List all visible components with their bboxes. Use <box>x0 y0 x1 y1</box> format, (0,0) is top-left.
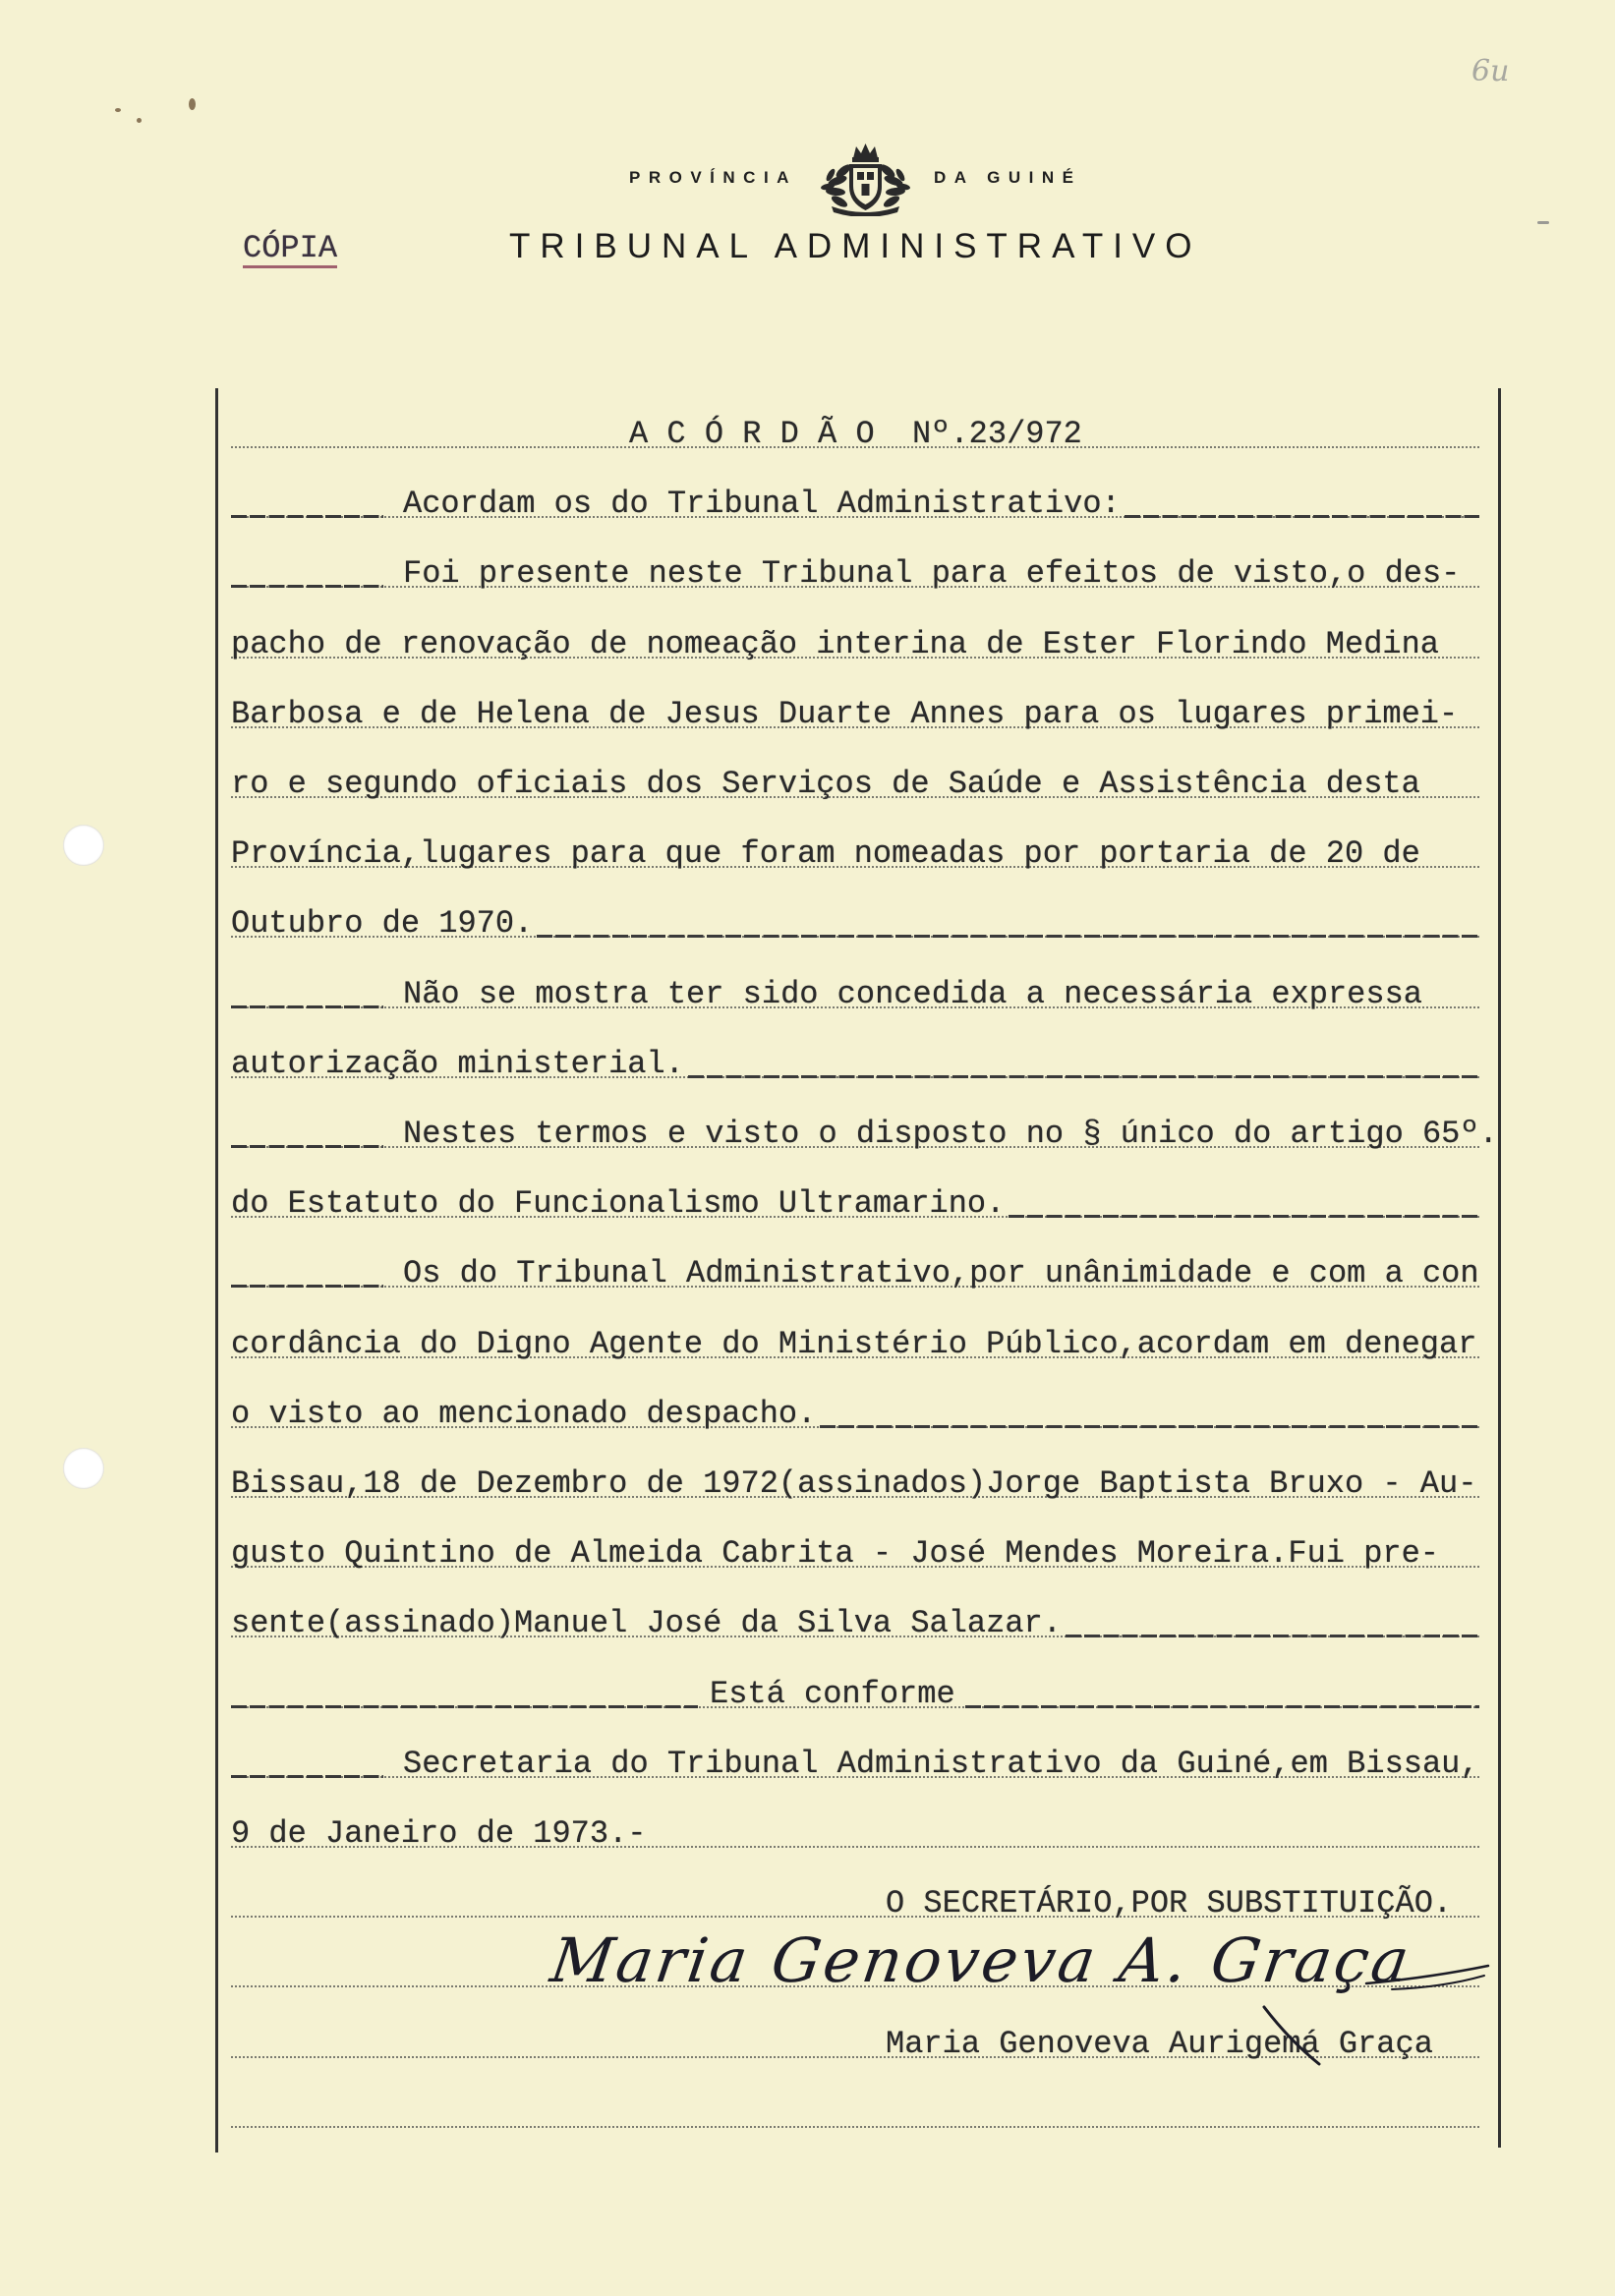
signatory-title-line <box>231 1870 1479 1922</box>
text-line <box>231 1521 1479 1572</box>
line-text: Nestes termos e visto o disposto no § único do artigo 65º. <box>403 1116 1498 1152</box>
copy-label: CÓPIA <box>243 230 338 266</box>
text-line <box>231 1381 1479 1432</box>
staple-mark <box>189 98 196 110</box>
line-text: ro e segundo oficiais dos Serviços de Saúde e Assistência desta <box>231 766 1420 802</box>
lead-rule <box>231 1705 698 1708</box>
lead-rule <box>231 515 383 518</box>
certification-line <box>231 1661 1479 1712</box>
left-margin-rule <box>215 388 218 2152</box>
text-line <box>231 1801 1479 1852</box>
text-line <box>231 1590 1479 1641</box>
signatory-name: Maria Genoveva Aurigemá Graça <box>886 2026 1433 2062</box>
line-text: sente(assinado)Manuel José da Silva Salazar. <box>231 1605 1062 1641</box>
lead-rule <box>231 585 383 588</box>
line-text: Não se mostra ter sido concedida a necessária expressa <box>403 976 1422 1012</box>
lead-rule <box>231 1285 383 1288</box>
text-line <box>231 961 1479 1012</box>
lead-rule <box>231 1145 383 1148</box>
line-text: gusto Quintino de Almeida Cabrita - José Mendes Moreira.Fui pre- <box>231 1535 1439 1572</box>
text-line <box>231 1101 1498 1152</box>
fill-rule <box>537 935 1479 938</box>
line-text: 9 de Janeiro de 1973.- <box>231 1815 647 1852</box>
line-text: do Estatuto do Funcionalismo Ultramarino. <box>231 1185 1006 1222</box>
corner-page-mark: 6u <box>1471 54 1510 88</box>
page-title: TRIBUNAL ADMINISTRATIVO <box>509 227 1202 265</box>
text-line <box>231 611 1479 662</box>
document-heading: A C Ó R D Ã O Nº.23/972 <box>629 416 1082 452</box>
right-margin-rule <box>1498 388 1501 2148</box>
blank-line <box>231 2081 1479 2128</box>
text-line <box>231 751 1479 802</box>
line-text: autorização ministerial. <box>231 1046 684 1082</box>
line-text: cordância do Digno Agente do Ministério Público,acordam em denegar <box>231 1326 1477 1362</box>
lead-rule <box>231 1775 383 1778</box>
fill-rule <box>1066 1635 1479 1637</box>
province-label-right: DA GUINÉ <box>934 168 1082 187</box>
province-label-left: PROVÍNCIA <box>629 168 797 187</box>
text-line <box>231 1451 1479 1502</box>
fill-rule <box>965 1705 1479 1708</box>
line-text: Os do Tribunal Administrativo,por unânimidade e com a con <box>403 1255 1479 1292</box>
line-text: Bissau,18 de Dezembro de 1972(assinados)Jorge Baptista Bruxo - Au- <box>231 1465 1477 1502</box>
text-line <box>231 471 1479 522</box>
text-line <box>231 1031 1479 1082</box>
text-line <box>231 1731 1479 1782</box>
line-text: Província,lugares para que foram nomeadas por portaria de 20 de <box>231 835 1420 872</box>
line-text: Outubro de 1970. <box>231 905 534 942</box>
signatory-title: O SECRETÁRIO,POR SUBSTITUIÇÃO. <box>886 1885 1453 1922</box>
line-text: o visto ao mencionado despacho. <box>231 1396 817 1432</box>
pencil-mark <box>1537 221 1549 224</box>
line-text: Secretaria do Tribunal Administrativo da Guiné,em Bissau, <box>403 1746 1479 1782</box>
text-line <box>231 821 1479 872</box>
coat-of-arms-icon <box>820 142 911 216</box>
line-text: Acordam os do Tribunal Administrativo: <box>403 486 1121 522</box>
fill-rule <box>688 1075 1479 1078</box>
line-text: pacho de renovação de nomeação interina de Ester Florindo Medina <box>231 626 1439 662</box>
text-line <box>231 890 1479 942</box>
text-line <box>231 1171 1479 1222</box>
line-text: Foi presente neste Tribunal para efeitos de visto,o des- <box>403 555 1461 592</box>
fill-rule <box>1125 515 1479 518</box>
fill-rule <box>1009 1215 1479 1218</box>
text-line <box>231 1240 1479 1292</box>
certification-label: Está conforme <box>710 1676 955 1712</box>
copy-stamp <box>243 232 337 268</box>
staple-mark <box>137 118 142 123</box>
text-line <box>231 541 1479 592</box>
lead-rule <box>231 1005 383 1008</box>
punch-hole <box>63 1448 104 1489</box>
punch-hole <box>63 825 104 866</box>
text-line <box>231 681 1479 732</box>
handwritten-signature: Maria Genoveva A. Graça <box>546 1924 1416 1996</box>
text-line <box>231 1311 1479 1362</box>
heading-line <box>231 401 1479 452</box>
signature-flourish <box>1219 1926 1494 2074</box>
line-text: Barbosa e de Helena de Jesus Duarte Annes para os lugares primei- <box>231 696 1459 732</box>
fill-rule <box>820 1425 1479 1428</box>
staple-mark <box>115 108 121 112</box>
